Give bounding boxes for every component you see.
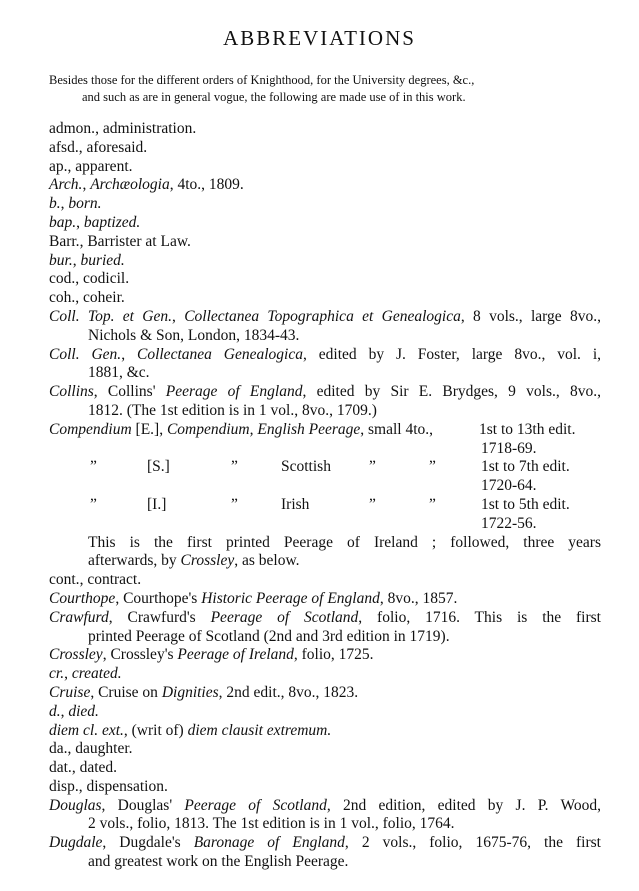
ditto-mark: ” (231, 458, 238, 476)
entry-afsd: afsd., aforesaid. (49, 138, 148, 156)
note-text: afterwards, by (88, 552, 181, 570)
abbr: Dugdale (49, 834, 103, 852)
definition: baptized. (83, 213, 141, 231)
definition-title: Collectanea Genealogica (136, 345, 303, 363)
entry-admon: admon., administration. (49, 120, 197, 137)
abbr: Coll. Gen. (49, 345, 122, 363)
definition: , 4to., 1809. (169, 176, 244, 194)
entry-continuation: 1881, &c. (88, 364, 150, 382)
definition: Dugdale's (106, 834, 194, 852)
ditto-mark: ” (429, 495, 436, 513)
definition: , folio, 1716. This is the first (358, 608, 601, 626)
entry-courthope: Courthope, Courthope's Historic Peerage of England, 8vo., 1857. (49, 589, 458, 607)
entry-cr: cr., created. (49, 665, 122, 683)
definition-title: Compendium, English Peerage (166, 420, 361, 438)
definition: aforesaid. (82, 138, 148, 156)
scottish-years: 1720-64. (481, 477, 537, 495)
definition: (writ of) (127, 721, 188, 739)
entry-arch: Arch., Archæologia, 4to., 1809. (49, 176, 244, 194)
definition-title: Peerage of Ireland (177, 646, 294, 664)
abbr: da. (49, 740, 68, 758)
abbr: ap. (49, 157, 68, 175)
abbr: dat. (49, 759, 72, 777)
page-title: ABBREVIATIONS (223, 26, 416, 50)
definition-title: Dignities (161, 683, 219, 701)
scottish-editions: 1st to 7th edit. (481, 458, 570, 476)
definition: codicil. (79, 270, 130, 288)
definition: Barrister at Law. (83, 232, 191, 250)
abbr: diem cl. ext. (49, 721, 124, 739)
irish-label: Irish (281, 495, 310, 513)
entry-disp: disp., dispensation. (49, 777, 168, 795)
compendium-years-row (49, 440, 601, 459)
entry-da: da., daughter. (49, 740, 133, 758)
abbr: Arch. (49, 176, 83, 194)
definition: dated. (75, 759, 118, 777)
definition-title: Peerage of Scotland (184, 796, 327, 814)
abbr: admon. (49, 120, 96, 137)
abbr: bap. (49, 213, 77, 231)
entry-dugdale: Dugdale, Dugdale's Baronage of England, 2 vols., folio, 1675-76, the first (49, 834, 601, 852)
abbr: cr. (49, 665, 65, 683)
entry-compendium (49, 421, 601, 440)
abbr: Crossley (49, 646, 103, 664)
entry-continuation: printed Peerage of Scotland (2nd and 3rd edition in 1719). (88, 627, 450, 645)
definition: died. (68, 702, 99, 720)
label-scottish: [S.] (147, 458, 170, 476)
entry-cruise: Cruise, Cruise on Dignities, 2nd edit., 8vo., 1823. (49, 683, 359, 701)
definition: administration. (98, 120, 197, 137)
abbreviation-list (49, 120, 601, 872)
definition: , edited by Sir E. Brydges, 9 vols., 8vo., (302, 383, 601, 401)
compendium-irish-row (49, 496, 601, 515)
intro-paragraph (49, 72, 601, 106)
abbr: Collins (49, 383, 94, 401)
abbr: d. (49, 702, 61, 720)
definition: , 2nd edit., 8vo., 1823. (218, 683, 359, 701)
english-editions: 1st to 13th edit. (479, 420, 576, 438)
note-ref: Crossley (180, 552, 235, 570)
abbr: coh. (49, 289, 76, 307)
abbr: Compendium (49, 420, 132, 438)
definition: created. (71, 665, 122, 683)
entry-coh: coh., coheir. (49, 289, 125, 307)
compendium-note: This is the first printed Peerage of Ireland ; followed, three years (88, 533, 601, 551)
definition: Crossley's (106, 646, 178, 664)
definition: , 8 vols., large 8vo., (460, 307, 601, 325)
scottish-label: Scottish (281, 458, 331, 476)
definition: , 2nd edition, edited by J. P. Wood, (326, 796, 601, 814)
entry-bur: bur., buried. (49, 251, 125, 269)
entry-d: d., died. (49, 702, 99, 720)
definition: born. (68, 195, 102, 213)
definition: , small 4to., (360, 420, 434, 438)
definition: dispensation. (82, 777, 168, 795)
abbr: Crawfurd (49, 608, 109, 626)
definition: , 2 vols., folio, 1675-76, the first (344, 834, 601, 852)
ditto-mark: ” (231, 495, 238, 513)
compendium-note (49, 552, 601, 571)
abbr: Coll. Top. et Gen. (49, 307, 172, 325)
note-text: , as below. (234, 552, 300, 570)
definition: , 8vo., 1857. (379, 589, 458, 607)
definition: coheir. (79, 289, 125, 307)
irish-editions: 1st to 5th edit. (481, 495, 570, 513)
definition: daughter. (71, 740, 133, 758)
definition: Cruise on (94, 683, 162, 701)
entry-crossley: Crossley, Crossley's Peerage of Ireland, folio, 1725. (49, 646, 374, 664)
abbr: cont. (49, 571, 80, 589)
definition: Courthope's (119, 589, 202, 607)
definition-title: Historic Peerage of England (201, 589, 380, 607)
definition-title: diem clausit extremum. (187, 721, 332, 739)
definition: Douglas' (105, 796, 185, 814)
definition: buried. (80, 251, 125, 269)
entry-cod: cod., codicil. (49, 270, 130, 288)
abbr: afsd. (49, 138, 79, 156)
compendium-years-row (49, 477, 601, 496)
compendium-scottish-row (49, 458, 601, 477)
definition: Collins' (97, 383, 166, 401)
abbr: Barr. (49, 232, 80, 250)
ditto-mark: ” (369, 458, 376, 476)
abbr: Douglas (49, 796, 102, 814)
entry-coll-gen: Coll. Gen., Collectanea Genealogica, edited by J. Foster, large 8vo., vol. i, (49, 345, 602, 363)
definition-title: Collectanea Topographica et Genealogica (184, 307, 461, 325)
intro-line: Besides those for the different orders of Knighthood, for the University degrees, &c., (49, 73, 475, 87)
definition-title: Peerage of Scotland (210, 608, 359, 626)
definition-title: Archæologia (90, 176, 170, 194)
ditto-mark: ” (429, 458, 436, 476)
definition: contract. (83, 571, 142, 589)
label-irish: [I.] (147, 495, 167, 513)
compendium-years-row (49, 515, 601, 534)
english-years: 1718-69. (481, 439, 537, 457)
abbr: cod. (49, 270, 76, 288)
definition: , edited by J. Foster, large 8vo., vol. i, (303, 345, 602, 363)
entry-coll-top: Coll. Top. et Gen., Collectanea Topographica et Genealogica, 8 vols., large 8vo., (49, 307, 601, 325)
definition: Crawfurd's (112, 608, 211, 626)
entry-b: b., born. (49, 195, 102, 213)
definition-title: Baronage of England (193, 834, 345, 852)
label-english: [E.] (135, 420, 160, 438)
irish-years: 1722-56. (481, 514, 537, 532)
ditto-mark: ” (369, 495, 376, 513)
entry-crawfurd: Crawfurd, Crawfurd's Peerage of Scotland, folio, 1716. This is the first (49, 608, 601, 626)
entry-ap: ap., apparent. (49, 157, 133, 175)
abbr: Cruise (49, 683, 91, 701)
entry-collins: Collins, Collins' Peerage of England, edited by Sir E. Brydges, 9 vols., 8vo., (49, 383, 601, 401)
definition-title: Peerage of England (165, 383, 303, 401)
entry-cont: cont., contract. (49, 571, 142, 589)
entry-bap: bap., baptized. (49, 213, 141, 231)
entry-douglas: Douglas, Douglas' Peerage of Scotland, 2nd edition, edited by J. P. Wood, (49, 796, 601, 814)
ditto-mark: ” (90, 495, 97, 513)
definition: apparent. (71, 157, 133, 175)
entry-barr: Barr., Barrister at Law. (49, 232, 191, 250)
entry-continuation: Nichols & Son, London, 1834-43. (88, 326, 300, 344)
entry-continuation: 2 vols., folio, 1813. The 1st edition is in 1 vol., folio, 1764. (88, 815, 455, 833)
abbr: bur. (49, 251, 73, 269)
abbr: disp. (49, 777, 79, 795)
intro-line: and such as are in general vogue, the following are made use of in this work. (82, 90, 466, 104)
compendium-head: Compendium [E.], Compendium, English Peerage, small 4to., (49, 420, 434, 438)
entry-dat: dat., dated. (49, 759, 118, 777)
ditto-mark: ” (90, 458, 97, 476)
abbr: b. (49, 195, 61, 213)
entry-continuation: 1812. (The 1st edition is in 1 vol., 8vo., 1709.) (88, 401, 377, 419)
entry-diem: diem cl. ext., (writ of) diem clausit extremum. (49, 721, 332, 739)
entry-continuation: and greatest work on the English Peerage. (88, 853, 349, 871)
abbr: Courthope (49, 589, 116, 607)
definition: , folio, 1725. (293, 646, 374, 664)
